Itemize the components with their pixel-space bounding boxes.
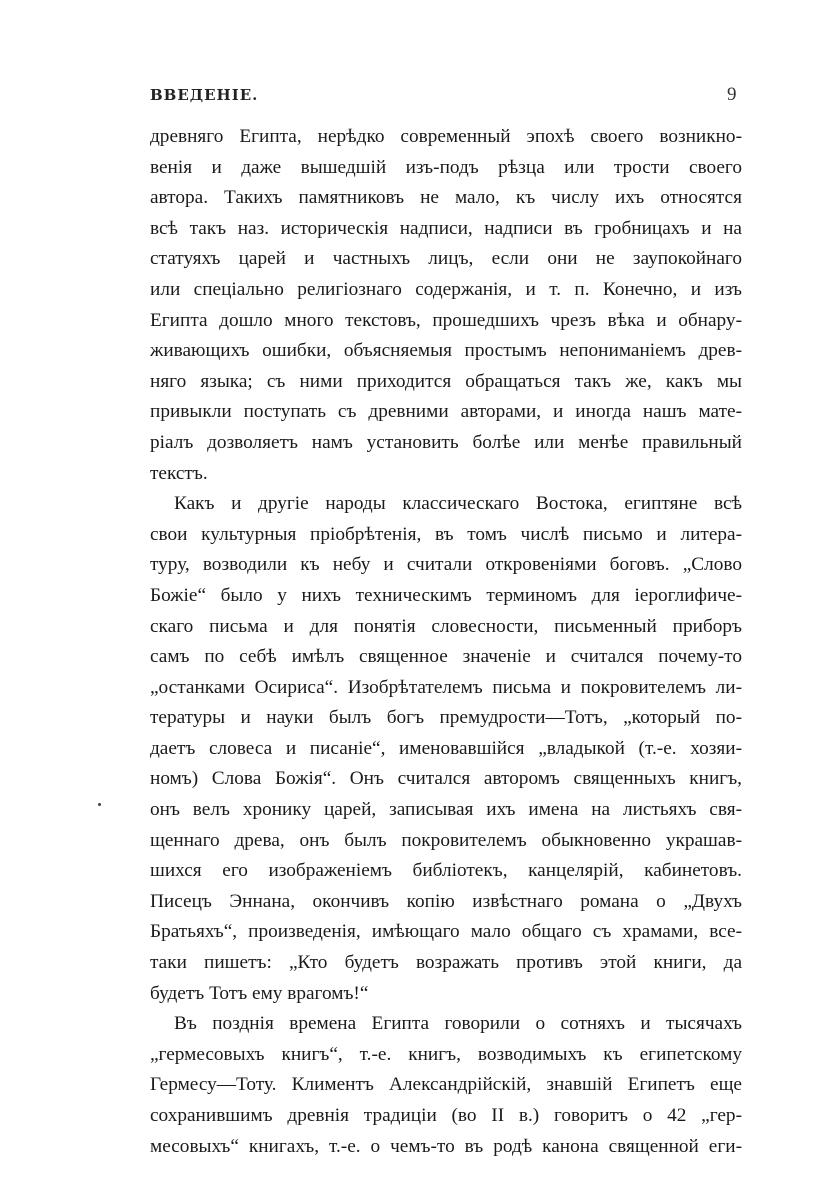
text-line: таки пишетъ: „Кто будетъ возражать противъ этой книги, да: [150, 952, 742, 974]
text-line: шихся его изображеніемъ библіотекъ, канцелярій, кабинетовъ.: [150, 860, 742, 882]
text-line: текстъ.: [150, 462, 208, 484]
text-line: всѣ такъ наз. историческія надписи, надписи въ гробницахъ и на: [150, 217, 742, 239]
text-line: туру, возводили къ небу и считали откровеніями боговъ. „Слово: [150, 554, 742, 576]
text-line: тературы и науки былъ богъ премудрости—Тотъ, „который по-: [150, 707, 742, 729]
text-line: самъ по себѣ имѣлъ священное значеніе и считался почему-то: [150, 646, 742, 668]
text-line: „останками Осириса“. Изобрѣтателемъ письма и покровителемъ ли-: [150, 676, 742, 698]
page-number: 9: [727, 84, 737, 105]
text-line: автора. Такихъ памятниковъ не мало, къ числу ихъ относятся: [150, 187, 742, 209]
text-line: щеннаго древа, онъ былъ покровителемъ обыкновенно украшав-: [150, 829, 742, 851]
body-text: [150, 122, 742, 1162]
text-line: номъ) Слова Божія“. Онъ считался авторомъ священныхъ книгъ,: [150, 768, 742, 790]
text-line: или спеціально религіознаго содержанія, и т. п. Конечно, и изъ: [150, 278, 742, 300]
text-line: Гермесу—Тоту. Климентъ Александрійскій, знавшій Египетъ еще: [150, 1074, 742, 1096]
text-line: Писецъ Эннана, окончивъ копію извѣстнаго романа о „Двухъ: [150, 890, 742, 912]
text-line: скаго письма и для понятія словесности, письменный приборъ: [150, 615, 742, 637]
text-line: Братьяхъ“, произведенія, имѣющаго мало общаго съ храмами, все-: [150, 921, 742, 943]
margin-speck: [98, 803, 101, 806]
text-line: венія и даже вышедшій изъ-подъ рѣзца или трости своего: [150, 156, 742, 178]
text-line: месовыхъ“ книгахъ, т.-е. о чемъ-то въ родѣ канона священной еги-: [150, 1135, 742, 1157]
text-line: будетъ Тотъ ему врагомъ!“: [150, 982, 369, 1004]
text-line: живающихъ ошибки, объясняемыя простымъ непониманіемъ древ-: [150, 340, 742, 362]
text-line: Божіе“ было у нихъ техническимъ терминомъ для іероглифиче-: [150, 584, 742, 606]
text-line: ріалъ дозволяетъ намъ установить болѣе или менѣе правильный: [150, 431, 742, 453]
text-line: даетъ словеса и писаніе“, именовавшійся „владыкой (т.-е. хозяи-: [150, 737, 742, 759]
text-line: няго языка; съ ними приходится обращаться такъ же, какъ мы: [150, 370, 742, 392]
text-line: привыкли поступать съ древними авторами, и иногда нашъ мате-: [150, 401, 742, 423]
text-line: статуяхъ царей и частныхъ лицъ, если они не заупокойнаго: [150, 248, 742, 270]
text-line: свои культурныя пріобрѣтенія, въ томъ числѣ письмо и литера-: [150, 523, 742, 545]
text-line: „гермесовыхъ книгъ“, т.-е. книгъ, возводимыхъ къ египетскому: [150, 1043, 742, 1065]
text-line: сохранившимъ древнія традиціи (во II в.) говоритъ о 42 „гер-: [150, 1105, 742, 1126]
text-line: Египта дошло много текстовъ, прошедшихъ чрезъ вѣка и обнару-: [150, 309, 742, 331]
running-head: ВВЕДЕНІЕ.: [150, 86, 259, 104]
paragraph-start-line: Какъ и другіе народы классическаго Востока, египтяне всѣ: [174, 493, 742, 515]
text-line: онъ велъ хронику царей, записывая ихъ имена на листьяхъ свя-: [150, 799, 742, 821]
text-line: древняго Египта, нерѣдко современный эпохѣ своего возникно-: [150, 126, 742, 147]
paragraph-start-line: Въ позднія времена Египта говорили о сотняхъ и тысячахъ: [174, 1013, 742, 1035]
